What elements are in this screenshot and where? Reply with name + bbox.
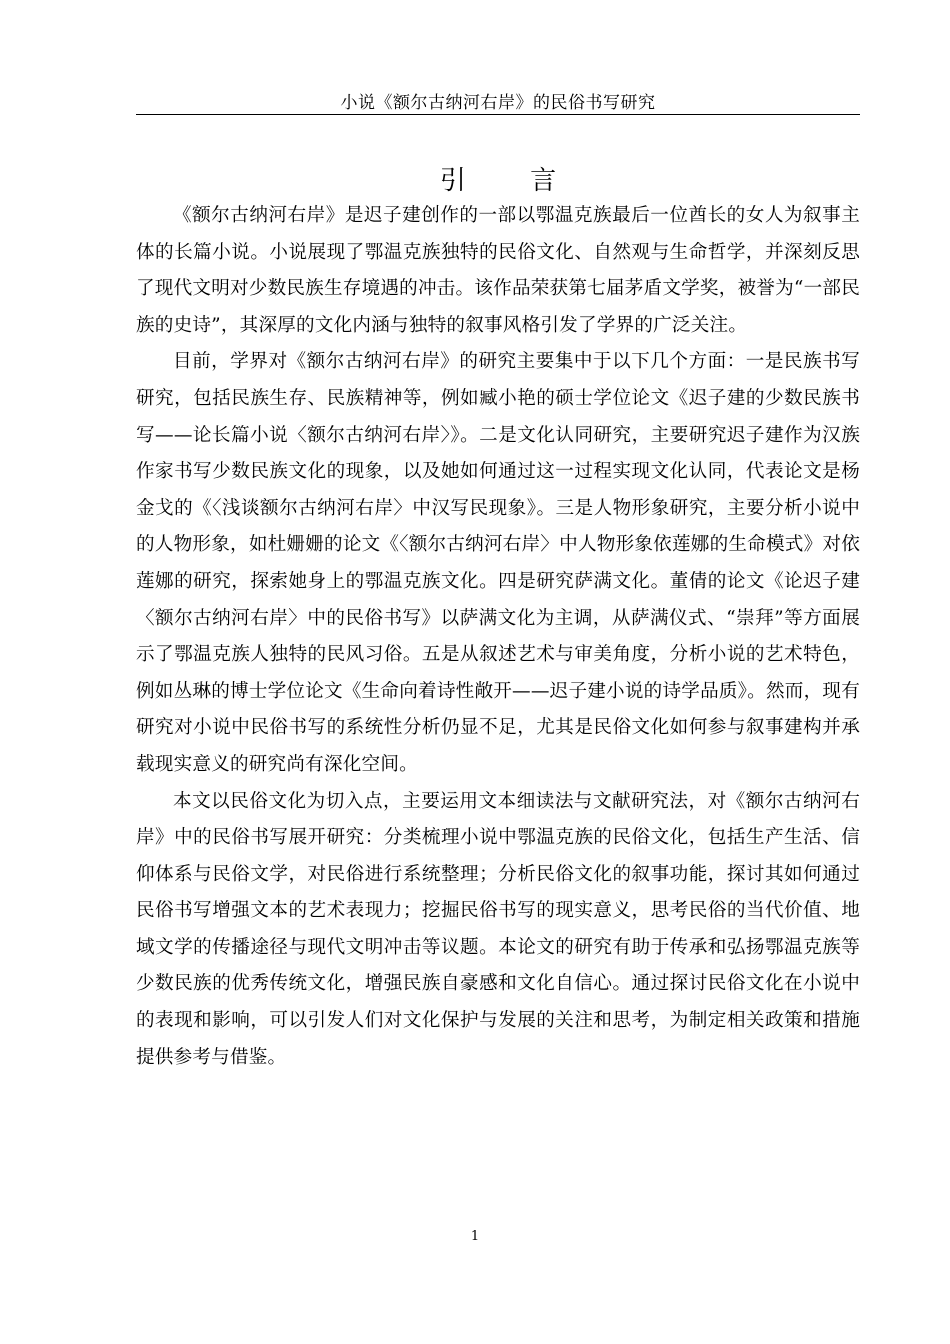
paragraph-2: 目前，学界对《额尔古纳河右岸》的研究主要集中于以下几个方面：一是民族书写研究，包括民族生存、民族精神等，例如臧小艳的硕士学位论文《迟子建的少数民族书写——论长篇小说〈额尔古纳河右岸〉》。二是文化认同研究，主要研究迟子建作为汉族作家书写少数民族文化的现象，以及她如何通过这一过程实现文化认同，代表论文是杨金戈的《〈浅谈额尔古纳河右岸〉中汉写民现象》。三是人物形象研究，主要分析小说中的人物形象，如杜姗姗的论文《〈额尔古纳河右岸〉中人物形象依莲娜的生命模式》对依莲娜的研究，探索她身上的鄂温克族文化。四是研究萨满文化。董倩的论文《论迟子建〈额尔古纳河右岸〉中的民俗书写》以萨满文化为主调，从萨满仪式、“崇拜”等方面展示了鄂温克族人独特的民风习俗。五是从叙述艺术与审美角度，分析小说的艺术特色，例如丛琳的博士学位论文《生命向着诗性敞开——迟子建小说的诗学品质》。然而，现有研究对小说中民俗书写的系统性分析仍显不足，尤其是民俗文化如何参与叙事建构并承载现实意义的研究尚有深化空间。 bbox=[136, 351, 860, 775]
page-number: 1 bbox=[470, 1229, 480, 1244]
header-rule bbox=[136, 114, 860, 115]
running-header: 小说《额尔古纳河右岸》的民俗书写研究 bbox=[340, 93, 656, 113]
section-title: 引 言 bbox=[439, 166, 585, 197]
paragraph-3: 本文以民俗文化为切入点，主要运用文本细读法与文献研究法，对《额尔古纳河右岸》中的民俗书写展开研究：分类梳理小说中鄂温克族的民俗文化，包括生产生活、信仰体系与民俗文学，对民俗进行系统整理；分析民俗文化的叙事功能，探讨其如何通过民俗书写增强文本的艺术表现力；挖掘民俗书写的现实意义，思考民俗的当代价值、地域文学的传播途径与现代文明冲击等议题。本论文的研究有助于传承和弘扬鄂温克族等少数民族的优秀传统文化，增强民族自豪感和文化自信心。通过探讨民俗文化在小说中的表现和影响，可以引发人们对文化保护与发展的关注和思考，为制定相关政策和措施提供参考与借鉴。 bbox=[136, 790, 860, 1068]
paragraph-1: 《额尔古纳河右岸》是迟子建创作的一部以鄂温克族最后一位酋长的女人为叙事主体的长篇小说。小说展现了鄂温克族独特的民俗文化、自然观与生命哲学，并深刻反思了现代文明对少数民族生存境遇的冲击。该作品荣获第七届茅盾文学奖，被誉为“一部民族的史诗”，其深厚的文化内涵与独特的叙事风格引发了学界的广泛关注。 bbox=[136, 205, 860, 336]
body-text bbox=[136, 198, 860, 1076]
